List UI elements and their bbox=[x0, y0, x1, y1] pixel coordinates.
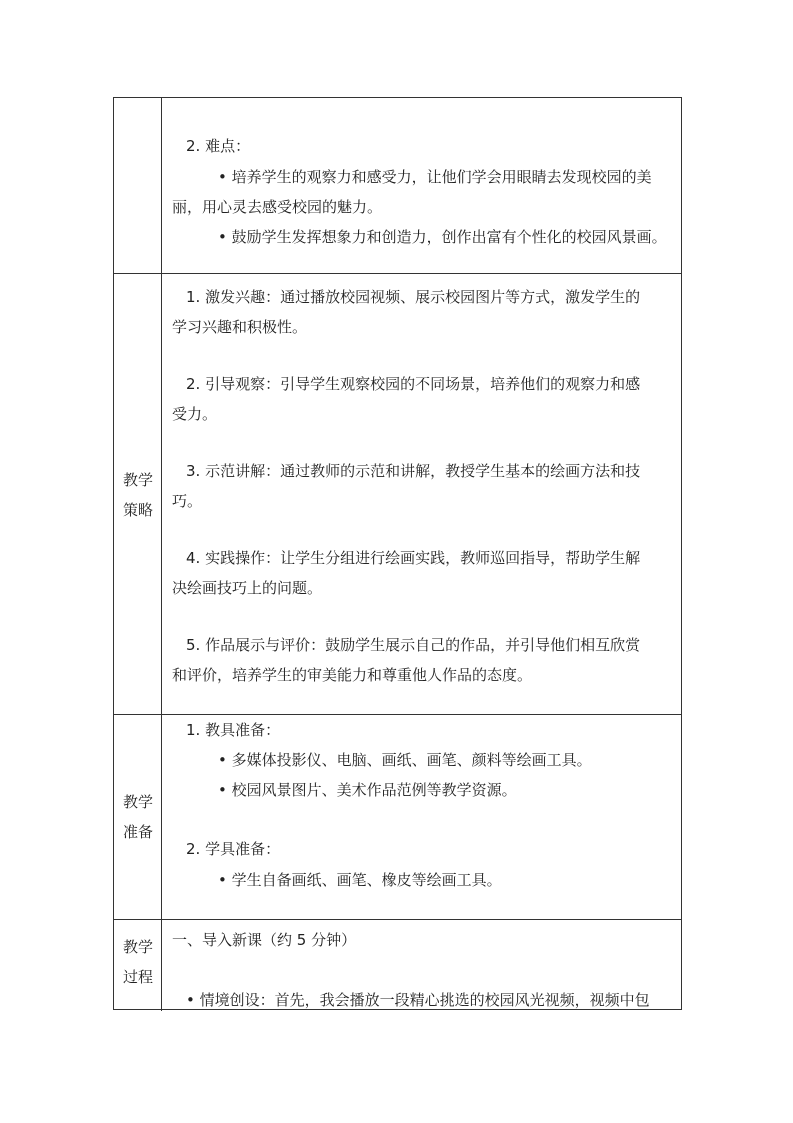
row-content-cell bbox=[162, 274, 681, 714]
strategy-item-2-cont: 受力。 bbox=[172, 405, 218, 423]
row-label-line-1: 教学 bbox=[122, 938, 153, 956]
row-label-cell bbox=[114, 274, 162, 714]
process-section-heading: 一、导入新课（约 5 分钟） bbox=[172, 931, 357, 949]
list-item: • 鼓励学生发挥想象力和创造力，创作出富有个性化的校园风景画。 bbox=[218, 228, 667, 246]
row-label-line-2: 策略 bbox=[122, 501, 153, 519]
list-item: • 学生自备画纸、画笔、橡皮等绘画工具。 bbox=[218, 871, 502, 889]
row-content-cell bbox=[162, 98, 681, 273]
row-label-cell bbox=[114, 98, 162, 273]
strategy-item-4-cont: 决绘画技巧上的问题。 bbox=[172, 579, 323, 597]
list-item: • 校园风景图片、美术作品范例等教学资源。 bbox=[218, 781, 517, 799]
list-item: • 情境创设：首先，我会播放一段精心挑选的校园风光视频，视频中包 bbox=[186, 991, 650, 1009]
lesson-plan-table bbox=[113, 97, 682, 1010]
row-label-line-1: 教学 bbox=[122, 471, 153, 489]
difficulty-heading: 2. 难点： bbox=[186, 137, 251, 155]
list-item: • 培养学生的观察力和感受力，让他们学会用眼睛去发现校园的美 bbox=[218, 168, 652, 186]
row-label-line-2: 过程 bbox=[122, 968, 153, 986]
table-row-preparation bbox=[114, 715, 681, 920]
table-row-strategy bbox=[114, 274, 681, 715]
row-label-line-1: 教学 bbox=[122, 793, 153, 811]
strategy-item-4: 4. 实践操作：让学生分组进行绘画实践，教师巡回指导，帮助学生解 bbox=[186, 549, 641, 567]
strategy-item-1-cont: 学习兴趣和积极性。 bbox=[172, 318, 308, 336]
strategy-item-3-cont: 巧。 bbox=[172, 492, 203, 510]
row-content-cell bbox=[162, 920, 681, 1011]
prep-heading-2: 2. 学具准备： bbox=[186, 840, 281, 858]
table-row-process bbox=[114, 920, 681, 1011]
list-item: • 多媒体投影仪、电脑、画纸、画笔、颜料等绘画工具。 bbox=[218, 751, 592, 769]
strategy-item-5-cont: 和评价，培养学生的审美能力和尊重他人作品的态度。 bbox=[172, 666, 533, 684]
strategy-item-2: 2. 引导观察：引导学生观察校园的不同场景，培养他们的观察力和感 bbox=[186, 375, 641, 393]
strategy-item-1: 1. 激发兴趣：通过播放校园视频、展示校园图片等方式，激发学生的 bbox=[186, 288, 641, 306]
strategy-item-5: 5. 作品展示与评价：鼓励学生展示自己的作品，并引导他们相互欣赏 bbox=[186, 636, 641, 654]
prep-heading-1: 1. 教具准备： bbox=[186, 721, 281, 739]
row-label-cell bbox=[114, 715, 162, 919]
row-content-cell bbox=[162, 715, 681, 919]
row-label-cell bbox=[114, 920, 162, 1011]
row-label-line-2: 准备 bbox=[122, 823, 153, 841]
strategy-item-3: 3. 示范讲解：通过教师的示范和讲解，教授学生基本的绘画方法和技 bbox=[186, 462, 641, 480]
list-item-continuation: 丽，用心灵去感受校园的魅力。 bbox=[172, 198, 383, 216]
table-row-difficulty bbox=[114, 98, 681, 274]
